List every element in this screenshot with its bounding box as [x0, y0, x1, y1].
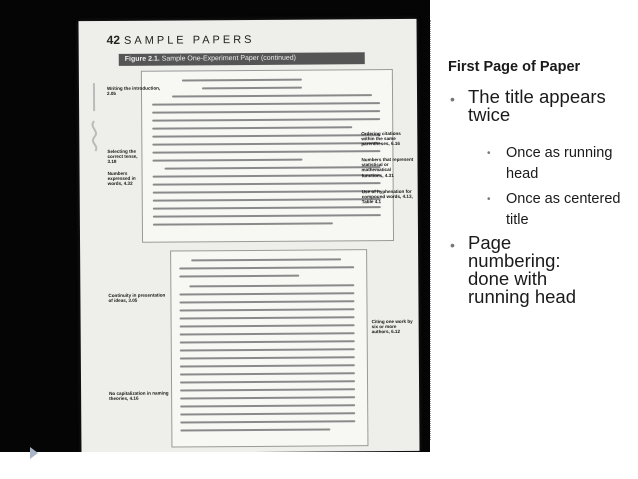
- paper-sheet-first-page: [141, 69, 394, 243]
- slide-heading: First Page of Paper: [448, 59, 581, 75]
- annotation-numbers-in-words: Numbers expressed in words, 4.32: [107, 170, 136, 187]
- figure-caption-bar: [119, 52, 365, 66]
- bullet-icon: •: [450, 237, 455, 253]
- annotation-citing-six-authors: Citing one work by six or more authors, 6.12: [371, 318, 413, 335]
- annotation-hyphenation: Use of hyphenation for compound words, 4.13, Table 4.1: [361, 188, 413, 205]
- bullet-page-numbering: Page numbering: done with running head: [468, 232, 577, 307]
- figure-label: Figure 2.1.: [124, 55, 160, 63]
- paper-sheet-second-page: [170, 249, 368, 447]
- sub-bullet-running-head: Once as running head: [506, 145, 613, 182]
- figure-title: Sample One-Experiment Paper (continued): [161, 54, 296, 63]
- annotation-writing-introduction: Writing the introduction, 2.05: [106, 85, 161, 97]
- sub-bullet-icon: •: [487, 194, 491, 205]
- annotation-no-capitalization: No capitalization in naming theories, 4.16: [109, 390, 169, 402]
- sub-bullet-centered-title: Once as centered title: [506, 191, 621, 228]
- annotation-ordering-citations: Ordering citations within the same parentheses, 6.16: [361, 130, 401, 147]
- sub-bullet-icon: •: [487, 148, 491, 159]
- paper-running-head: [107, 32, 255, 47]
- annotation-continuity: Continuity in presentation of ideas, 3.05: [108, 292, 166, 304]
- handwritten-mark-icon: [86, 81, 103, 191]
- bullet-title-appears-twice: The title appears twice: [468, 86, 606, 125]
- sample-paper-page: [78, 19, 419, 452]
- paper-running-head-text: SAMPLE PAPERS: [123, 33, 255, 47]
- bullet-icon: •: [450, 91, 455, 107]
- vertical-divider: [430, 20, 432, 440]
- annotation-selecting-tense: Selecting the correct tense, 3.18: [107, 148, 138, 165]
- next-slide-arrow-icon[interactable]: [30, 447, 38, 459]
- paper-page-number: 42: [106, 32, 121, 47]
- annotation-numbers-statistical: Numbers that represent statistical or mathematical functions, 4.31: [361, 156, 414, 178]
